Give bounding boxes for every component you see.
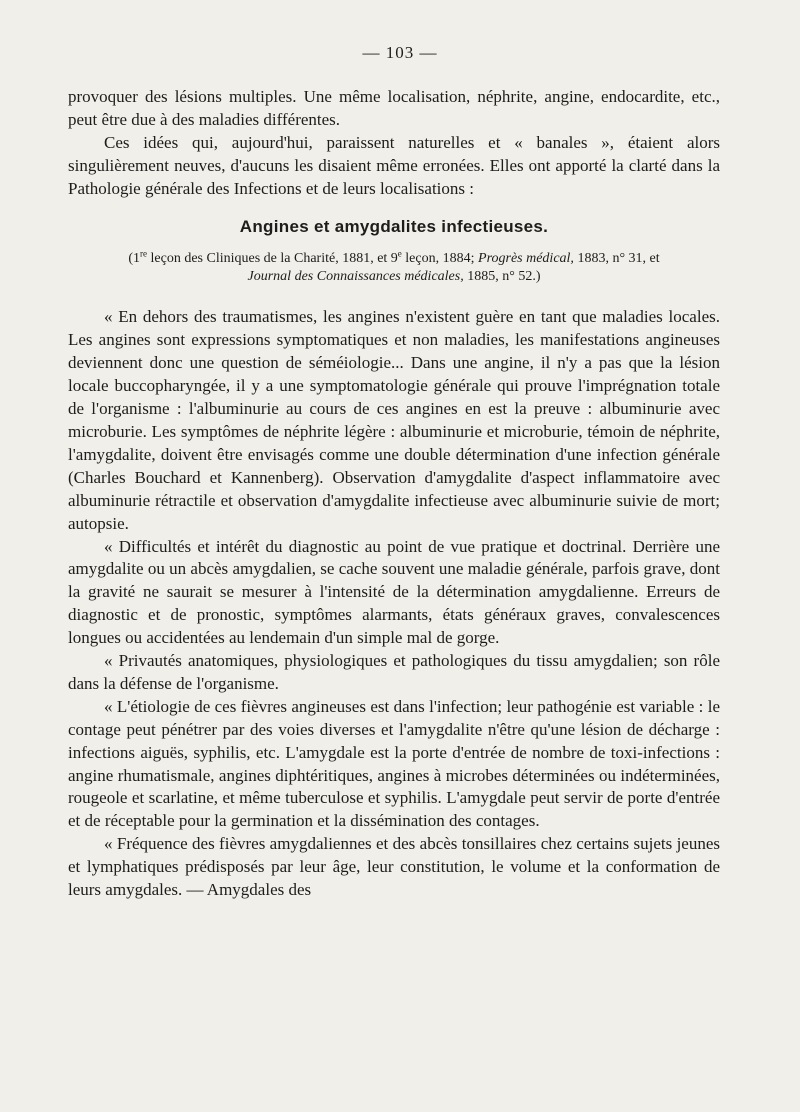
paragraph: Ces idées qui, aujourd'hui, paraissent naturelles et « banales », étaient alors singulièrement neuves, d'aucuns les disaient même erronées. Elles ont apporté la clarté dans la Pathologie générale des Infections et de leurs localisations :	[68, 132, 720, 198]
paragraph: « En dehors des traumatismes, les angines n'existent guère en tant que maladies locales. Les angines sont expressions symptomatiques et non maladies, les manifestations angineuses deviennent donc une question de séméiologie... Dans une angine, il n'y a pas que la lésion locale buccopharyngée, il y a une symptomatologie générale qui prouve l'imprégnation totale de l'organisme : l'albuminurie au cours de ces angines en est la preuve : albuminurie avec microburie. Les symptômes de néphrite légère : albuminurie et microburie, témoin de néphrite, l'amygdalite, doivent être envisagés comme une double détermination d'une infection générale (Charles Bouchard et Kannenberg). Observation d'amygdalite d'aspect inflammatoire avec albuminurie rétractile et observation d'amygdalite infectieuse avec albuminurie suivie de mort; autopsie.	[68, 307, 720, 533]
page-number: — 103 —	[362, 43, 438, 62]
paragraph: « Privautés anatomiques, physiologiques et pathologiques du tissu amygdalien; son rôle dans la défense de l'organisme.	[68, 651, 720, 693]
paragraph: « L'étiologie de ces fièvres angineuses est dans l'infection; leur pathogénie est variable : le contage peut pénétrer par des voies diverses et l'amygdalite n'être qu'une lésion de décharge : infections aiguës, syphilis, etc. L'amygdale est la porte d'entrée de nombre de toxi-infections : angine rhumatismale, angines diphtéritiques, angines à microbes déterminées ou indéterminées, rougeole et scarlatine, et même tuberculose et syphilis. L'amygdale peut servir de porte d'entrée et de réceptable pour la germination et la dissémination des contages.	[68, 696, 720, 831]
section-heading: Angines et amygdalites infectieuses.	[239, 216, 549, 236]
paragraph: « Difficultés et intérêt du diagnostic au point de vue pratique et doctrinal. Derrière une amygdalite ou un abcès amygdalien, se cache souvent une maladie générale, parfois grave, dont la gravité ne saurait se mesurer à l'intensité de la détermination amygdalienne. Erreurs de diagnostic et de pronostic, symptômes alarmants, états généraux graves, convalescences longues ou accidentées au lendemain d'un simple mal de gorge.	[68, 536, 720, 648]
page-body	[68, 86, 720, 902]
paragraph: « Fréquence des fièvres amygdaliennes et des abcès tonsillaires chez certains sujets jeunes et lymphatiques prédisposés par leur âge, leur constitution, le volume et la conformation de leurs amygdales. — Amygdales des	[68, 834, 720, 900]
journal-title: Journal des Connaissances médicales,	[247, 269, 464, 285]
bibliographic-reference: (1re leçon des Cliniques de la Charité, 1881, et 9e leçon, 1884; Progrès médical, 1883, n° 31, et Journal des Connaissances médicales, 1885, n° 52.)	[128, 248, 660, 285]
paragraph: provoquer des lésions multiples. Une même localisation, néphrite, angine, endocardite, etc., peut être due à des maladies différentes.	[68, 87, 720, 129]
journal-title: Progrès médical,	[478, 251, 574, 267]
